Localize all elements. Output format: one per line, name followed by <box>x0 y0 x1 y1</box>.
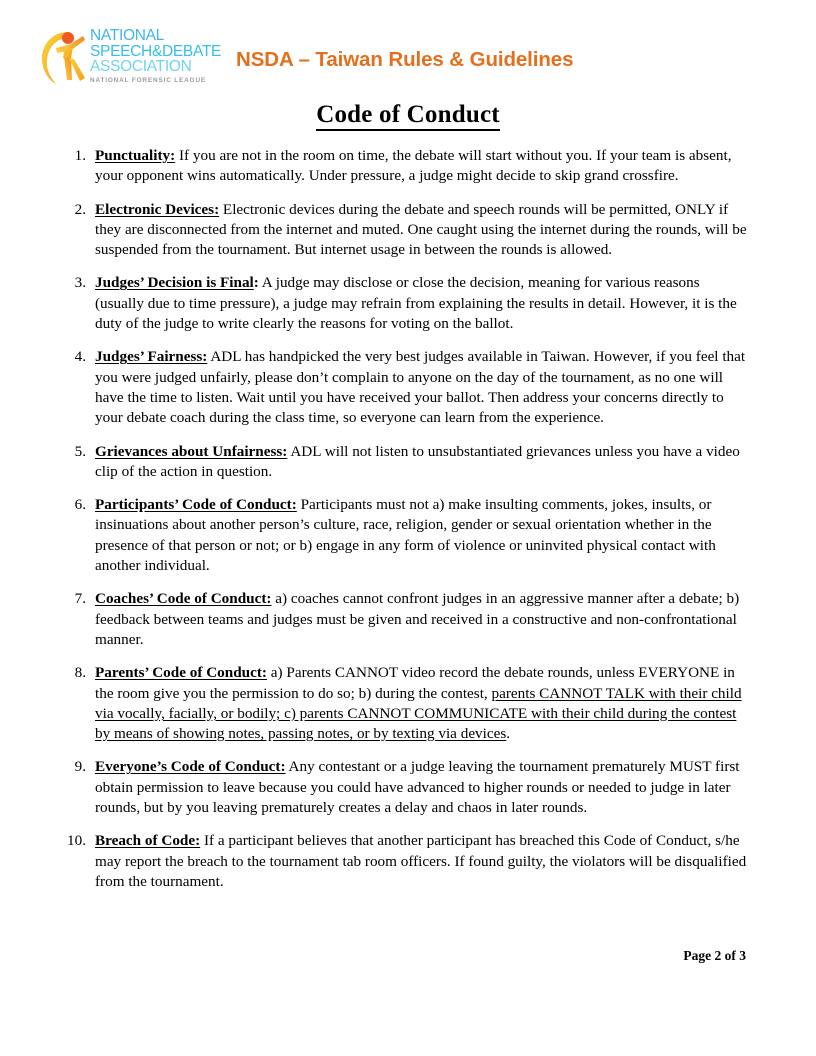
conduct-list <box>64 146 748 905</box>
list-item-body <box>95 757 748 818</box>
list-item-heading: Judges’ Decision is Final <box>95 274 254 292</box>
list-item-number: 1. <box>74 147 86 164</box>
list-item-number: 9. <box>74 758 86 776</box>
list-item-text: ADL will not listen to unsubstantiated grievances unless you have a video clip of the action in question. <box>95 442 740 480</box>
list-item-body <box>95 347 748 428</box>
page-number-text: Page 2 of 3 <box>683 948 746 963</box>
list-item-text-underlined: parents CANNOT TALK with their child via vocally, facially, or bodily; c) parents CANNOT COMMUNICATE with their child during the contest by means of showing notes, passing notes, or by texting via devices <box>95 684 742 743</box>
list-item-text-part2: . <box>506 725 511 743</box>
list-item-text: If a participant believes that another participant has breached this Code of Conduct, s/he may report the breach to the tournament tab room officers. If found guilty, the violators will be disqualified from the tournament. <box>95 832 747 890</box>
logo-subtitle-nfl: NATIONAL FORENSIC LEAGUE <box>90 76 207 84</box>
logo-line-national: NATIONAL <box>90 27 164 44</box>
list-item-number: 6. <box>74 496 86 514</box>
list-item <box>64 347 748 428</box>
list-item <box>64 200 748 261</box>
list-item-text: a) coaches cannot confront judges in an aggressive manner after a debate; b) feedback between teams and judges must be given and received in a constructive and non-confrontational manner. <box>95 590 740 648</box>
list-item <box>64 273 748 334</box>
list-item-heading: Parents’ Code of Conduct: <box>95 664 267 682</box>
document-header <box>0 26 816 96</box>
list-item-body <box>95 663 748 744</box>
list-item-number: 4. <box>74 348 86 366</box>
list-item-text-part1: a) Parents CANNOT video record the debate rounds, unless EVERYONE in the room give you the permission to do so; b) during the contest, <box>95 664 735 702</box>
list-item-heading: Participants’ Code of Conduct: <box>95 496 297 514</box>
page-title-text: Code of Conduct <box>316 101 500 131</box>
list-item-body <box>95 495 748 576</box>
list-item <box>64 831 748 892</box>
nsda-logo-text <box>90 27 222 84</box>
logo-line-speech-debate: SPEECH&DEBATE <box>90 42 222 60</box>
list-item <box>64 757 748 818</box>
list-item-number: 2. <box>74 200 86 218</box>
list-item-body <box>95 589 748 650</box>
list-item-heading: Grievances about Unfairness: <box>95 442 288 460</box>
nsda-runner-logo-icon <box>38 28 92 86</box>
list-item-body <box>95 831 748 892</box>
list-item-heading: Punctuality: <box>95 147 176 164</box>
list-item-text: If you are not in the room on time, the debate will start without you. If your team is absent, your opponent wins automatically. Under pressure, a judge might decide to skip grand crossfire. <box>95 147 732 185</box>
list-item-number: 7. <box>74 590 86 608</box>
list-item <box>64 589 748 650</box>
list-item-text: A judge may disclose or close the decision, meaning for various reasons (usually due to time pressure), a judge may refrain from explaining the results in detail. However, it is the duty of the judge to write clearly the reasons for voting on the ballot. <box>95 274 737 333</box>
list-item-number: 8. <box>74 664 86 682</box>
list-item <box>64 495 748 576</box>
list-item-heading-suffix: : <box>253 274 259 292</box>
list-item-heading: Judges’ Fairness: <box>95 348 208 366</box>
logo-line-association: ASSOCIATION <box>90 58 192 75</box>
list-item <box>64 663 748 744</box>
list-item <box>64 146 748 187</box>
list-item-body <box>95 200 748 261</box>
list-item-body <box>95 146 748 187</box>
list-item-heading: Electronic Devices: <box>95 200 220 218</box>
list-item-body <box>95 442 748 483</box>
nsda-logo <box>38 27 222 90</box>
list-item-number: 3. <box>74 274 86 292</box>
list-item-heading: Coaches’ Code of Conduct: <box>95 590 272 608</box>
page-footer <box>0 948 816 964</box>
list-item-heading: Everyone’s Code of Conduct: <box>95 758 286 776</box>
list-item-text: ADL has handpicked the very best judges available in Taiwan. However, if you feel that you were judged unfairly, please don’t complain to anyone on the day of the tournament, as no one will have the time to listen. Wait until you have received your ballot. Then address your concerns directly to your debate coach during the class time, so everyone can learn from the experience. <box>95 348 746 427</box>
list-item-text: Any contestant or a judge leaving the tournament prematurely MUST first obtain permission to leave because you could have advanced to higher rounds or needed to judge in later rounds, but by you leaving prematurely creates a delay and chaos in later rounds. <box>95 758 740 817</box>
list-item-text: Electronic devices during the debate and speech rounds will be permitted, ONLY if they are disconnected from the internet and muted. One caught using the internet during the rounds, will be suspended from the tournament. But internet usage in between the rounds is allowed. <box>95 200 747 259</box>
list-item-heading: Breach of Code: <box>95 832 201 850</box>
list-item-number: 10. <box>67 832 86 850</box>
document-banner-title: NSDA – Taiwan Rules & Guidelines <box>236 48 574 71</box>
list-item-number: 5. <box>74 442 86 460</box>
list-item-body <box>95 273 748 334</box>
list-item-text: Participants must not a) make insulting comments, jokes, insults, or insinuations about another person’s culture, race, religion, gender or sexual orientation whether in the presence of that person or not; or b) engage in any form of violence or uninvited physical contact with another individual. <box>95 496 716 575</box>
page-title <box>0 101 816 129</box>
list-item <box>64 442 748 483</box>
